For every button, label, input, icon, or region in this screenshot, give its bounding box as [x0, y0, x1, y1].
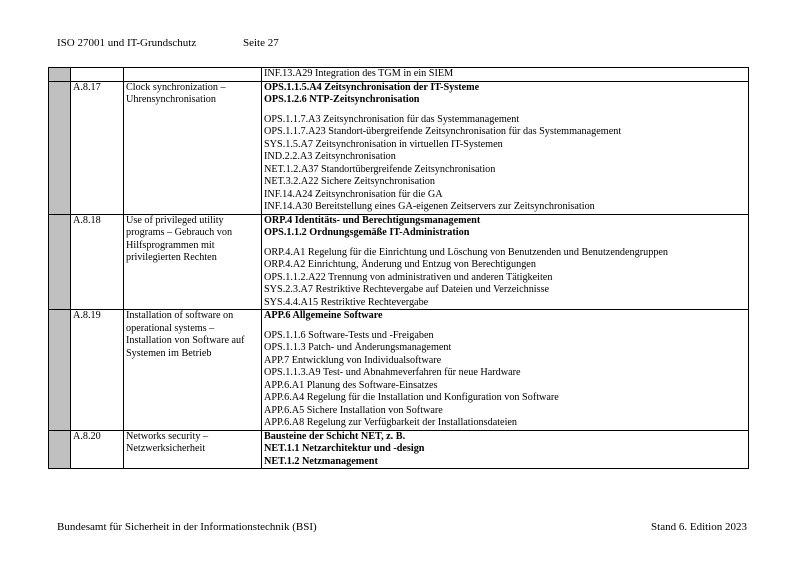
control-name-line: Clock synchronization –	[126, 81, 226, 93]
requirement-item: SYS.1.5.A7 Zeitsynchronisation in virtuellen IT-Systemen	[264, 138, 503, 150]
requirement-item: IND.2.2.A3 Zeitsynchronisation	[264, 151, 396, 162]
control-id-cell	[71, 81, 124, 214]
module-heading: NET.1.2 Netzmanagement	[264, 455, 378, 467]
gray-marker-cell	[49, 81, 71, 214]
control-name-line: Uhrensynchronisation	[126, 94, 216, 105]
control-name-line: programs – Gebrauch von	[126, 227, 233, 238]
control-name-cell	[124, 310, 262, 431]
module-heading: NET.1.1 Netzarchitektur und -design	[264, 443, 425, 454]
table-row	[49, 310, 749, 431]
control-name-line: Networks security –	[126, 430, 209, 442]
table-row	[49, 214, 749, 310]
control-name-line: Hilfsprogrammen mit	[126, 239, 215, 251]
control-name-cell	[124, 81, 262, 214]
module-heading: OPS.1.2.6 NTP-Zeitsynchronisation	[264, 94, 420, 105]
requirement-item: NET.3.2.A22 Sichere Zeitsynchronisation	[264, 176, 435, 187]
requirement-item: APP.6.A8 Regelung zur Verfügbarkeit der Installationsdateien	[264, 417, 518, 428]
control-name-line: Installation of software on	[126, 310, 234, 321]
spacer	[264, 323, 746, 330]
control-name-line: operational systems –	[126, 322, 215, 334]
requirement-item: OPS.1.1.7.A3 Zeitsynchronisation für das Systemmanagement	[264, 113, 520, 125]
requirement-item: OPS.1.1.6 Software-Tests und -Freigaben	[264, 329, 434, 341]
spacer	[264, 240, 746, 247]
requirement-item: INF.14.A30 Bereitstellung eines GA-eigenen Zeitservers zur Zeitsynchronisation	[264, 201, 595, 212]
requirement-item: SYS.2.3.A7 Restriktive Rechtevergabe auf Dateien und Verzeichnisse	[264, 284, 550, 295]
requirement-item: APP.7 Entwicklung von Individualsoftware	[264, 354, 442, 366]
spacer	[264, 107, 746, 114]
control-id	[73, 68, 121, 81]
control-name-line: Systemen im Betrieb	[126, 347, 212, 359]
requirement-item: OPS.1.1.7.A23 Standort-übergreifende Zeitsynchronisation für das Systemmanagement	[264, 126, 622, 137]
module-cell	[262, 310, 749, 431]
mapping-table	[48, 67, 749, 469]
module-cell	[262, 214, 749, 310]
module-cell	[262, 68, 749, 82]
requirement-item: ORP.4.A2 Einrichtung, Änderung und Entzug von Berechtigungen	[264, 259, 536, 270]
requirement-item: OPS.1.1.3 Patch- und Änderungsmanagement	[264, 342, 452, 353]
control-name-cell	[124, 430, 262, 469]
requirement-item: INF.14.A24 Zeitsynchronisation für die GA	[264, 188, 443, 200]
control-id: A.8.17	[73, 81, 101, 93]
control-name-line: Netzwerksicherheit	[126, 443, 206, 454]
module-cell	[262, 430, 749, 469]
control-name-line: Installation von Software auf	[126, 335, 245, 346]
footer-publisher: Bundesamt für Sicherheit in der Informationstechnik (BSI)	[57, 521, 317, 533]
table-row	[49, 81, 749, 214]
gray-marker-cell	[49, 68, 71, 82]
module-cell	[262, 81, 749, 214]
control-id: A.8.18	[73, 214, 101, 226]
table-row	[49, 68, 749, 82]
control-id-cell	[71, 214, 124, 310]
control-name-line: Use of privileged utility	[126, 214, 224, 226]
control-id: A.8.20	[73, 430, 101, 442]
requirement-item: APP.6.A5 Sichere Installation von Software	[264, 404, 443, 416]
requirement-item: SYS.4.4.A15 Restriktive Rechtevergabe	[264, 296, 429, 308]
control-name-cell	[124, 214, 262, 310]
module-heading: OPS.1.1.5.A4 Zeitsynchronisation der IT-Systeme	[264, 81, 480, 93]
requirement-item: OPS.1.1.3.A9 Test- und Abnahmeverfahren für neue Hardware	[264, 367, 521, 378]
control-id-cell	[71, 430, 124, 469]
requirement-item: NET.1.2.A37 Standortübergreifende Zeitsynchronisation	[264, 163, 496, 175]
control-name-cell	[124, 68, 262, 82]
footer-edition: Stand 6. Edition 2023	[651, 521, 747, 533]
page-number: Seite 27	[243, 37, 279, 49]
gray-marker-cell	[49, 430, 71, 469]
requirement-item: APP.6.A4 Regelung für die Installation und Konfiguration von Software	[264, 392, 559, 403]
gray-marker-cell	[49, 310, 71, 431]
module-heading: OPS.1.1.2 Ordnungsgemäße IT-Administration	[264, 227, 470, 238]
control-id-cell	[71, 310, 124, 431]
table-row	[49, 430, 749, 469]
requirement-item: ORP.4.A1 Regelung für die Einrichtung und Löschung von Benutzenden und Benutzendengruppen	[264, 246, 669, 258]
module-heading: APP.6 Allgemeine Software	[264, 310, 383, 321]
header-title: ISO 27001 und IT-Grundschutz	[57, 37, 197, 49]
requirement-item: INF.13.A29 Integration des TGM in ein SIEM	[264, 68, 454, 79]
requirement-item: OPS.1.1.2.A22 Trennung von administrativen und anderen Tätigkeiten	[264, 271, 553, 283]
table-body	[49, 68, 749, 469]
module-heading: ORP.4 Identitäts- und Berechtigungsmanagement	[264, 214, 481, 226]
module-heading: Bausteine der Schicht NET, z. B.	[264, 430, 406, 442]
control-id: A.8.19	[73, 310, 101, 321]
control-name-line: privilegierten Rechten	[126, 252, 217, 263]
gray-marker-cell	[49, 214, 71, 310]
control-id-cell	[71, 68, 124, 82]
requirement-item: APP.6.A1 Planung des Software-Einsatzes	[264, 379, 438, 391]
